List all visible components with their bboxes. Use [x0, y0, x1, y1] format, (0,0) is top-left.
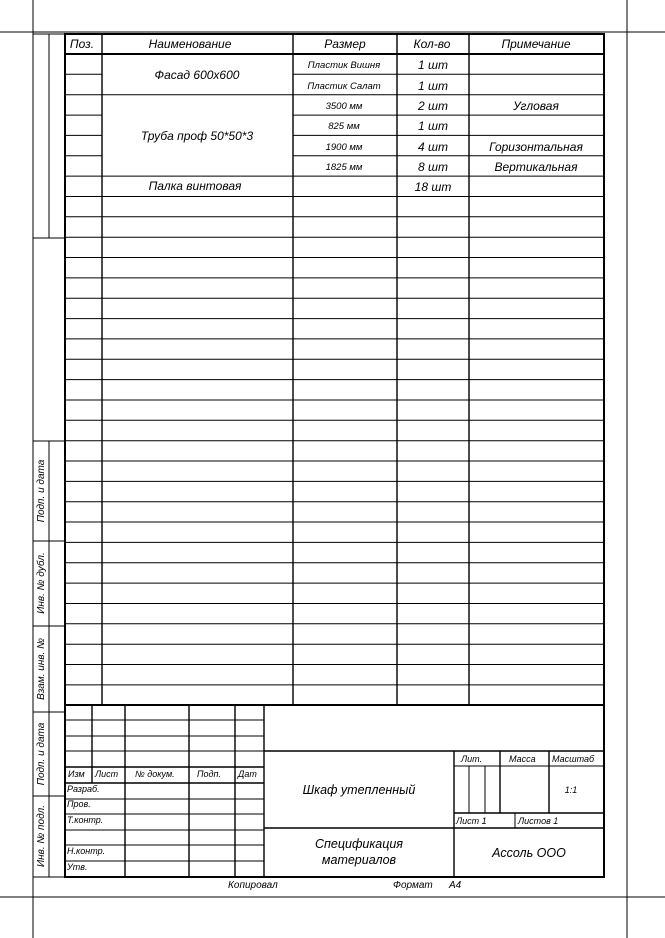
qty-cell: 4 шт	[418, 140, 448, 154]
stamp-sheet-count: Листов 1	[518, 816, 559, 826]
stamp-sheet-number: Лист 1	[456, 816, 487, 826]
stamp-role-norm-control: Н.контр.	[67, 846, 106, 856]
stamp-doc-name-line2: материалов	[321, 853, 397, 867]
item-name-facade: Фасад 600х600	[154, 68, 240, 82]
stamp-mass-label: Масса	[509, 754, 536, 764]
qty-cell: 1 шт	[418, 58, 448, 72]
stamp-role-approved: Утв.	[67, 862, 88, 872]
side-label-sign-date-bottom: Подп. и дата	[36, 722, 47, 786]
footer-copied: Копировал	[228, 880, 278, 891]
size-cell: 3500 мм	[325, 101, 363, 112]
note-cell: Горизонтальная	[489, 140, 583, 154]
footer-format-value: А4	[449, 880, 462, 891]
note-cell: Вертикальная	[494, 160, 578, 174]
stamp-col-doc-number: № докум.	[135, 769, 175, 779]
footer-format-label: Формат	[393, 880, 433, 891]
stamp-role-developed: Разраб.	[67, 784, 100, 794]
stamp-col-signature: Подп.	[197, 769, 221, 779]
header-name: Наименование	[148, 37, 232, 51]
qty-cell: 18 шт	[414, 180, 452, 194]
stamp-doc-name-line1: Спецификация	[315, 837, 403, 851]
stamp-lit-label: Лит.	[461, 754, 483, 764]
side-label-sign-date-top: Подп. и дата	[36, 459, 47, 523]
size-cell: Пластик Вишня	[307, 60, 381, 71]
side-label-original-inv: Инв. № подл.	[36, 804, 47, 868]
stamp-role-checked: Пров.	[67, 799, 91, 809]
qty-cell: 1 шт	[418, 119, 448, 133]
qty-cell: 2 шт	[418, 99, 448, 113]
size-cell: 825 мм	[328, 121, 360, 132]
stamp-scale-value: 1:1	[564, 785, 578, 795]
side-label-replace-inv: Взам. инв. №	[36, 638, 47, 700]
header-note: Примечание	[501, 37, 571, 51]
stamp-col-change: Изм	[68, 769, 85, 779]
stamp-col-sheet: Лист	[95, 769, 119, 779]
note-cell: Угловая	[513, 99, 559, 113]
stamp-role-tech-control: Т.контр.	[67, 815, 104, 825]
size-cell: 1900 мм	[325, 142, 363, 153]
qty-cell: 1 шт	[418, 79, 448, 93]
side-label-duplicate-inv: Инв. № дубл.	[36, 552, 47, 614]
qty-cell: 8 шт	[418, 160, 448, 174]
item-name-screw-rod: Палка винтовая	[148, 179, 242, 193]
header-position: Поз.	[69, 37, 95, 51]
header-quantity: Кол-во	[413, 37, 451, 51]
size-cell: Пластик Салат	[307, 81, 381, 92]
item-name-pipe: Труба проф 50*50*3	[140, 129, 254, 143]
stamp-col-date: Дат	[238, 769, 257, 779]
size-cell: 1825 мм	[325, 162, 363, 173]
stamp-title: Шкаф утепленный	[302, 783, 416, 797]
stamp-company: Ассоль ООО	[492, 846, 566, 860]
stamp-scale-label: Масштаб	[552, 754, 595, 764]
header-size: Размер	[324, 37, 366, 51]
